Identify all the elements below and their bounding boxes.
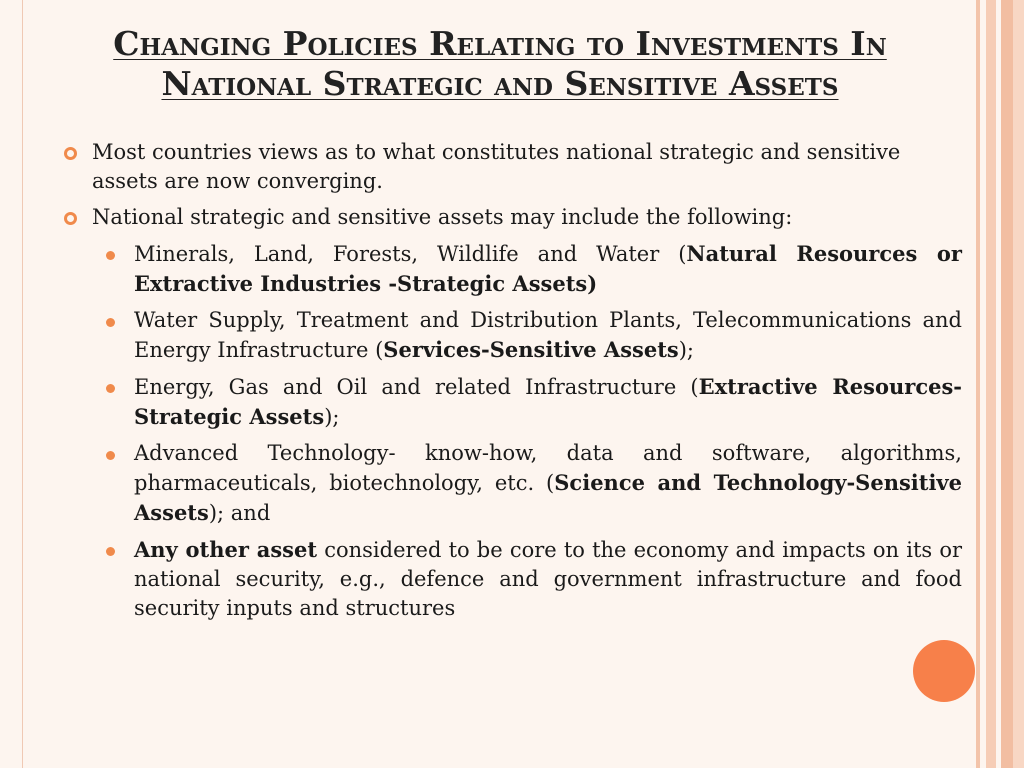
bullet-item	[62, 138, 962, 196]
slide-title	[60, 24, 940, 104]
sub-bullet-text-end: considered to be core to the economy and impacts on its or national security, e.g., defence and government infrastructure and food security inputs and structures	[134, 538, 962, 620]
sub-bullet-bold-text: Services-Sensitive Assets	[383, 337, 679, 362]
sub-bullet-text-end: );	[678, 338, 695, 362]
bullet-item	[62, 203, 962, 232]
slide-title-line-1: Changing Policies Relating to Investments In	[113, 24, 887, 63]
sub-bullet-text: Minerals, Land, Forests, Wildlife and Water (	[134, 242, 687, 266]
sub-bullet-item	[102, 306, 962, 365]
dot-bullet-icon	[106, 451, 115, 460]
sub-bullet-bold-text: Natural Resources or Extractive Industries -Strategic Assets)	[134, 241, 962, 296]
sub-bullet-text: Water Supply, Treatment and Distribution Plants, Telecommunications and Energy Infrastructure (	[134, 308, 962, 362]
sub-bullet-bold-text: Science and Technology-Sensitive Assets	[134, 470, 963, 525]
decorative-stripes	[976, 0, 1024, 768]
dot-bullet-icon	[106, 384, 115, 393]
bullet-text: Most countries views as to what constitutes national strategic and sensitive assets are now converging.	[92, 140, 901, 193]
sub-bullet-text-end: ); and	[208, 501, 271, 525]
bullet-text: National strategic and sensitive assets may include the following:	[92, 205, 793, 229]
ring-bullet-icon	[64, 212, 77, 225]
sub-bullet-item	[102, 535, 962, 623]
sub-bullet-text-end: );	[324, 405, 340, 429]
dot-bullet-icon	[106, 318, 115, 327]
slide-content	[62, 138, 962, 630]
sub-bullet-list	[102, 239, 962, 623]
sub-bullet-text: Advanced Technology- know-how, data and software, algorithms, pharmaceuticals, biotechnology, etc. (	[134, 441, 962, 495]
sub-bullet-text: Energy, Gas and Oil and related Infrastructure (	[134, 375, 699, 399]
dot-bullet-icon	[106, 547, 115, 556]
decorative-circle	[913, 640, 975, 702]
slide-title-line-2: National Strategic and Sensitive Assets	[161, 64, 839, 103]
left-frame-border	[0, 0, 23, 768]
dot-bullet-icon	[106, 251, 115, 260]
sub-bullet-bold-text: Any other asset	[134, 537, 318, 562]
ring-bullet-icon	[64, 147, 77, 160]
sub-bullet-bold-text: Extractive Resources- Strategic Assets	[134, 374, 962, 429]
sub-bullet-item	[102, 439, 962, 528]
sub-bullet-item	[102, 372, 962, 432]
sub-bullet-item	[102, 239, 962, 299]
